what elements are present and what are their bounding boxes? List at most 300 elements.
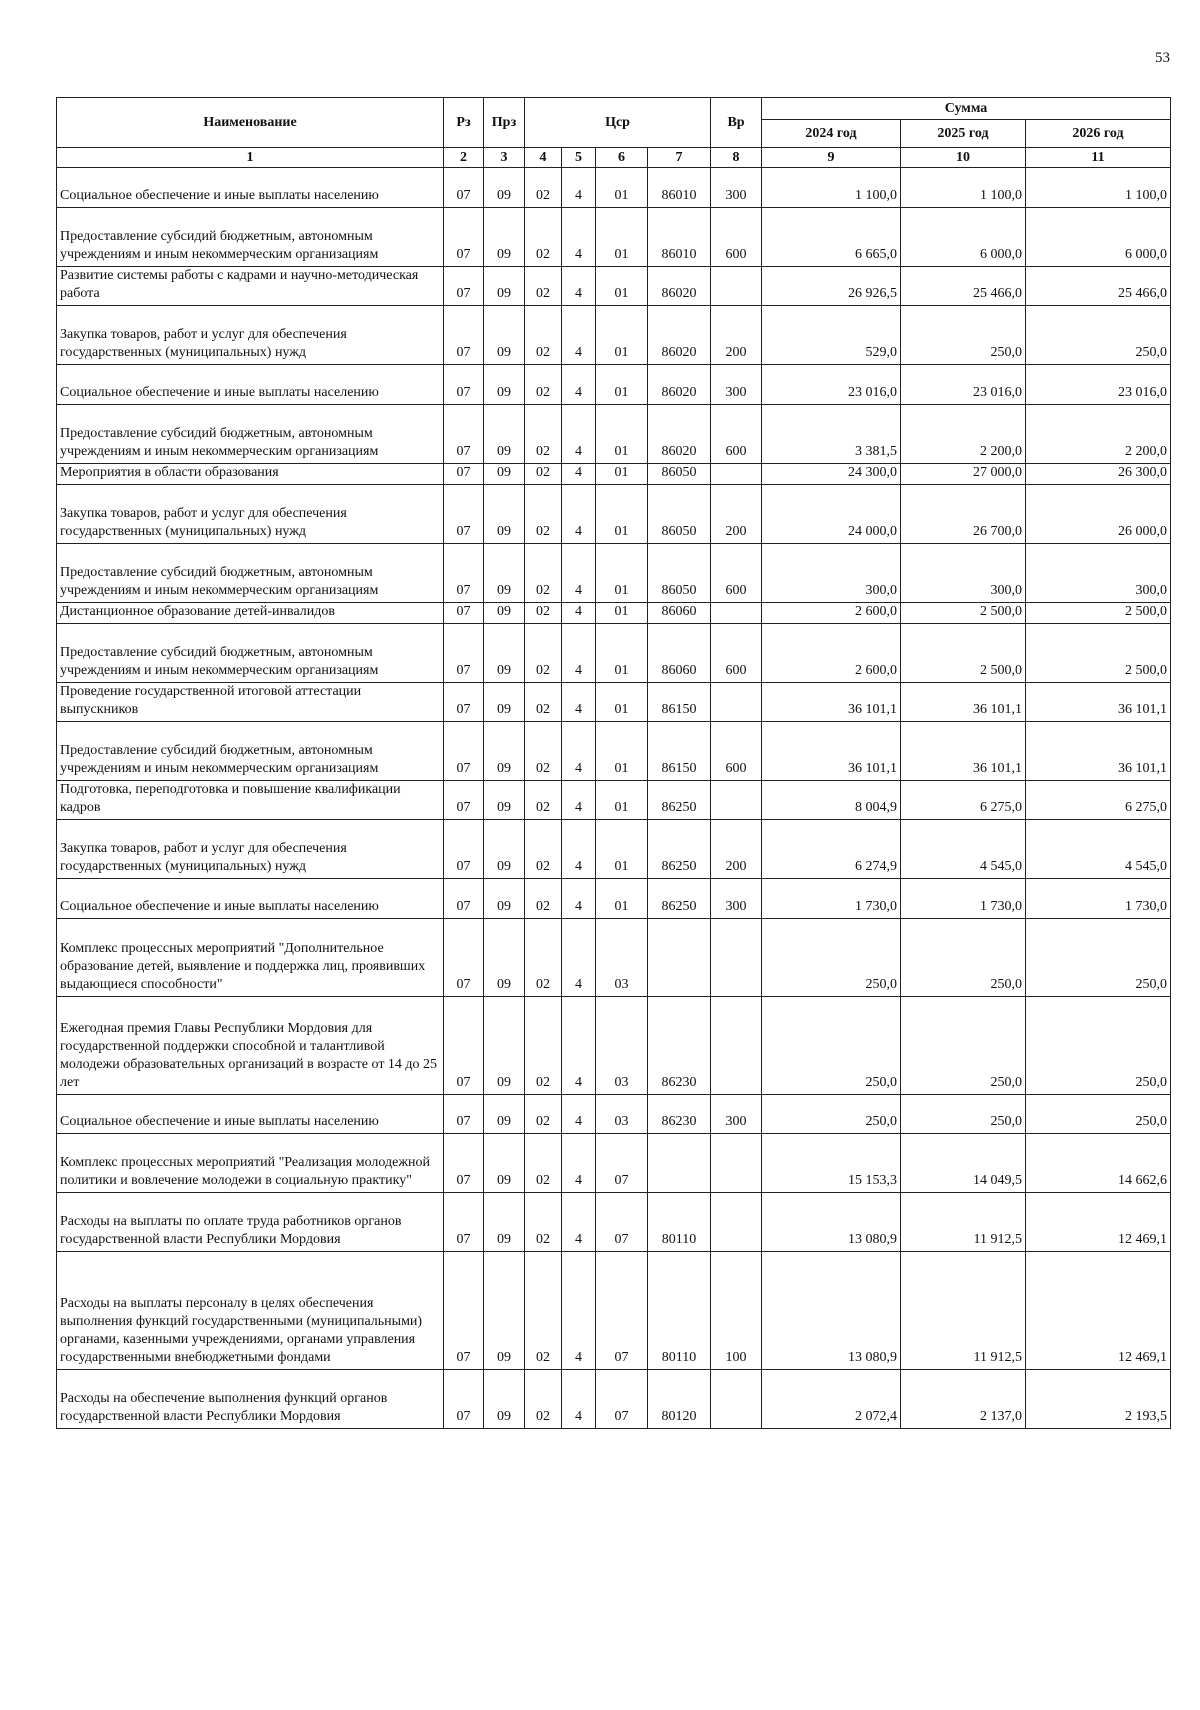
row-sum-2025: 27 000,0 — [901, 464, 1026, 485]
row-csr-3: 01 — [596, 879, 648, 919]
row-rz: 07 — [444, 879, 484, 919]
row-csr-3: 07 — [596, 1252, 648, 1370]
table-row — [57, 1134, 1171, 1193]
row-vr — [711, 1370, 762, 1429]
table-header — [57, 98, 1171, 168]
row-sum-2025: 1 730,0 — [901, 879, 1026, 919]
row-rz: 07 — [444, 1134, 484, 1193]
row-vr: 300 — [711, 365, 762, 405]
row-csr-1: 02 — [525, 624, 562, 683]
row-sum-2024: 8 004,9 — [762, 781, 901, 820]
row-sum-2024: 6 665,0 — [762, 208, 901, 267]
row-sum-2026: 1 100,0 — [1026, 168, 1171, 208]
row-rz: 07 — [444, 168, 484, 208]
row-sum-2026: 12 469,1 — [1026, 1193, 1171, 1252]
table-row — [57, 1095, 1171, 1134]
row-sum-2024: 1 730,0 — [762, 879, 901, 919]
table-row — [57, 879, 1171, 919]
row-vr — [711, 781, 762, 820]
row-prz: 09 — [484, 1095, 525, 1134]
row-csr-1: 02 — [525, 879, 562, 919]
row-sum-2026: 6 275,0 — [1026, 781, 1171, 820]
row-csr-1: 02 — [525, 208, 562, 267]
row-name: Расходы на обеспечение выполнения функций органов государственной власти Республики Мордовия — [57, 1370, 444, 1429]
row-prz: 09 — [484, 168, 525, 208]
row-prz: 09 — [484, 365, 525, 405]
row-prz: 09 — [484, 1370, 525, 1429]
row-rz: 07 — [444, 1370, 484, 1429]
row-csr-3: 03 — [596, 919, 648, 997]
row-csr-2: 4 — [562, 168, 596, 208]
table-row — [57, 306, 1171, 365]
row-sum-2024: 250,0 — [762, 919, 901, 997]
row-csr-4: 86060 — [648, 624, 711, 683]
row-name: Предоставление субсидий бюджетным, автономным учреждениям и иным некоммерческим организациям — [57, 208, 444, 267]
row-rz: 07 — [444, 485, 484, 544]
row-vr: 600 — [711, 624, 762, 683]
row-csr-2: 4 — [562, 306, 596, 365]
header-year-2025: 2025 год — [901, 120, 1026, 148]
row-name: Мероприятия в области образования — [57, 464, 444, 485]
row-sum-2025: 36 101,1 — [901, 683, 1026, 722]
row-sum-2025: 250,0 — [901, 997, 1026, 1095]
row-csr-4: 80110 — [648, 1193, 711, 1252]
row-vr: 300 — [711, 879, 762, 919]
row-sum-2024: 13 080,9 — [762, 1193, 901, 1252]
row-csr-3: 01 — [596, 485, 648, 544]
row-sum-2024: 36 101,1 — [762, 722, 901, 781]
row-name: Предоставление субсидий бюджетным, автономным учреждениям и иным некоммерческим организациям — [57, 722, 444, 781]
row-vr — [711, 683, 762, 722]
row-csr-1: 02 — [525, 306, 562, 365]
row-sum-2024: 300,0 — [762, 544, 901, 603]
header-year-2026: 2026 год — [1026, 120, 1171, 148]
row-csr-4: 86050 — [648, 464, 711, 485]
row-csr-2: 4 — [562, 919, 596, 997]
row-prz: 09 — [484, 820, 525, 879]
row-rz: 07 — [444, 722, 484, 781]
table-row — [57, 1370, 1171, 1429]
row-sum-2024: 3 381,5 — [762, 405, 901, 464]
row-csr-2: 4 — [562, 781, 596, 820]
row-name: Закупка товаров, работ и услуг для обеспечения государственных (муниципальных) нужд — [57, 306, 444, 365]
row-csr-1: 02 — [525, 1252, 562, 1370]
row-sum-2026: 1 730,0 — [1026, 879, 1171, 919]
header-rz: Рз — [444, 98, 484, 148]
row-sum-2025: 6 275,0 — [901, 781, 1026, 820]
row-sum-2024: 26 926,5 — [762, 267, 901, 306]
row-csr-4: 80110 — [648, 1252, 711, 1370]
row-sum-2026: 2 200,0 — [1026, 405, 1171, 464]
row-name: Ежегодная премия Главы Республики Мордовия для государственной поддержки способной и талантливой молодежи образовательных организаций в возрасте от 14 до 25 лет — [57, 997, 444, 1095]
col-number: 11 — [1026, 148, 1171, 168]
table-row — [57, 997, 1171, 1095]
row-rz: 07 — [444, 267, 484, 306]
row-sum-2026: 12 469,1 — [1026, 1252, 1171, 1370]
table-row — [57, 208, 1171, 267]
table-row — [57, 624, 1171, 683]
row-prz: 09 — [484, 997, 525, 1095]
row-rz: 07 — [444, 1095, 484, 1134]
row-csr-2: 4 — [562, 1134, 596, 1193]
table-row — [57, 683, 1171, 722]
row-vr: 200 — [711, 306, 762, 365]
row-csr-1: 02 — [525, 464, 562, 485]
row-prz: 09 — [484, 603, 525, 624]
row-prz: 09 — [484, 208, 525, 267]
row-csr-1: 02 — [525, 997, 562, 1095]
table-row — [57, 365, 1171, 405]
table-row — [57, 464, 1171, 485]
row-csr-1: 02 — [525, 1193, 562, 1252]
col-number: 8 — [711, 148, 762, 168]
table-row — [57, 820, 1171, 879]
row-sum-2025: 6 000,0 — [901, 208, 1026, 267]
row-csr-2: 4 — [562, 879, 596, 919]
row-csr-2: 4 — [562, 820, 596, 879]
row-csr-1: 02 — [525, 722, 562, 781]
row-csr-3: 01 — [596, 683, 648, 722]
budget-table — [56, 97, 1171, 1429]
row-sum-2025: 250,0 — [901, 1095, 1026, 1134]
row-csr-4: 86150 — [648, 683, 711, 722]
row-rz: 07 — [444, 544, 484, 603]
row-prz: 09 — [484, 485, 525, 544]
row-csr-3: 01 — [596, 722, 648, 781]
header-vr: Вр — [711, 98, 762, 148]
row-vr: 600 — [711, 208, 762, 267]
row-csr-2: 4 — [562, 365, 596, 405]
row-prz: 09 — [484, 879, 525, 919]
row-rz: 07 — [444, 208, 484, 267]
row-sum-2024: 13 080,9 — [762, 1252, 901, 1370]
row-name: Развитие системы работы с кадрами и научно-методическая работа — [57, 267, 444, 306]
row-rz: 07 — [444, 365, 484, 405]
row-prz: 09 — [484, 544, 525, 603]
col-number: 1 — [57, 148, 444, 168]
row-vr — [711, 603, 762, 624]
row-sum-2024: 23 016,0 — [762, 365, 901, 405]
row-sum-2025: 11 912,5 — [901, 1193, 1026, 1252]
row-csr-1: 02 — [525, 485, 562, 544]
row-csr-1: 02 — [525, 168, 562, 208]
row-sum-2024: 250,0 — [762, 1095, 901, 1134]
row-prz: 09 — [484, 306, 525, 365]
table-row — [57, 1252, 1171, 1370]
row-sum-2026: 36 101,1 — [1026, 722, 1171, 781]
row-name: Предоставление субсидий бюджетным, автономным учреждениям и иным некоммерческим организациям — [57, 405, 444, 464]
row-sum-2026: 2 500,0 — [1026, 603, 1171, 624]
row-vr: 600 — [711, 405, 762, 464]
row-name: Комплекс процессных мероприятий "Реализация молодежной политики и вовлечение молодежи в социальную практику" — [57, 1134, 444, 1193]
row-csr-4 — [648, 1134, 711, 1193]
table-row — [57, 781, 1171, 820]
row-csr-4 — [648, 919, 711, 997]
row-prz: 09 — [484, 1134, 525, 1193]
row-csr-1: 02 — [525, 1370, 562, 1429]
row-csr-4: 86230 — [648, 997, 711, 1095]
row-name: Предоставление субсидий бюджетным, автономным учреждениям и иным некоммерческим организациям — [57, 624, 444, 683]
col-number: 3 — [484, 148, 525, 168]
row-csr-4: 86230 — [648, 1095, 711, 1134]
row-csr-1: 02 — [525, 820, 562, 879]
row-sum-2024: 6 274,9 — [762, 820, 901, 879]
row-name: Комплекс процессных мероприятий "Дополнительное образование детей, выявление и поддержка лиц, проявивших выдающиеся способности" — [57, 919, 444, 997]
row-csr-1: 02 — [525, 603, 562, 624]
row-csr-3: 01 — [596, 544, 648, 603]
row-csr-2: 4 — [562, 1370, 596, 1429]
row-csr-3: 01 — [596, 464, 648, 485]
row-sum-2025: 250,0 — [901, 919, 1026, 997]
row-csr-4: 86050 — [648, 485, 711, 544]
row-rz: 07 — [444, 306, 484, 365]
row-csr-4: 86060 — [648, 603, 711, 624]
row-name: Социальное обеспечение и иные выплаты населению — [57, 168, 444, 208]
row-csr-2: 4 — [562, 267, 596, 306]
row-rz: 07 — [444, 820, 484, 879]
row-rz: 07 — [444, 781, 484, 820]
row-prz: 09 — [484, 1193, 525, 1252]
row-csr-4: 86250 — [648, 879, 711, 919]
row-sum-2024: 2 600,0 — [762, 624, 901, 683]
row-sum-2026: 6 000,0 — [1026, 208, 1171, 267]
row-rz: 07 — [444, 997, 484, 1095]
row-csr-4: 86250 — [648, 820, 711, 879]
row-rz: 07 — [444, 464, 484, 485]
table-row — [57, 267, 1171, 306]
table-row — [57, 1193, 1171, 1252]
row-csr-3: 01 — [596, 267, 648, 306]
row-csr-3: 07 — [596, 1370, 648, 1429]
row-sum-2026: 300,0 — [1026, 544, 1171, 603]
row-sum-2024: 36 101,1 — [762, 683, 901, 722]
row-sum-2025: 250,0 — [901, 306, 1026, 365]
row-vr — [711, 997, 762, 1095]
row-csr-4: 86150 — [648, 722, 711, 781]
row-csr-3: 07 — [596, 1193, 648, 1252]
row-name: Расходы на выплаты персоналу в целях обеспечения выполнения функций государственными (муниципальными) органами, казенными учреждениями, органами управления государственными внебюджетными фондами — [57, 1252, 444, 1370]
row-vr — [711, 1193, 762, 1252]
row-sum-2026: 36 101,1 — [1026, 683, 1171, 722]
row-sum-2025: 4 545,0 — [901, 820, 1026, 879]
row-csr-2: 4 — [562, 603, 596, 624]
row-csr-1: 02 — [525, 1134, 562, 1193]
row-sum-2025: 2 200,0 — [901, 405, 1026, 464]
row-sum-2024: 2 072,4 — [762, 1370, 901, 1429]
row-csr-4: 86020 — [648, 267, 711, 306]
row-csr-1: 02 — [525, 405, 562, 464]
header-name: Наименование — [57, 98, 444, 148]
row-csr-1: 02 — [525, 1095, 562, 1134]
header-sum: Сумма — [762, 98, 1171, 120]
row-sum-2026: 14 662,6 — [1026, 1134, 1171, 1193]
row-vr — [711, 1134, 762, 1193]
row-prz: 09 — [484, 683, 525, 722]
row-csr-4: 80120 — [648, 1370, 711, 1429]
row-sum-2024: 529,0 — [762, 306, 901, 365]
row-csr-2: 4 — [562, 1252, 596, 1370]
row-sum-2026: 26 300,0 — [1026, 464, 1171, 485]
row-sum-2026: 23 016,0 — [1026, 365, 1171, 405]
row-csr-4: 86020 — [648, 365, 711, 405]
row-name: Закупка товаров, работ и услуг для обеспечения государственных (муниципальных) нужд — [57, 820, 444, 879]
row-sum-2025: 23 016,0 — [901, 365, 1026, 405]
row-csr-2: 4 — [562, 624, 596, 683]
table-body — [57, 168, 1171, 1429]
table-row — [57, 919, 1171, 997]
row-name: Социальное обеспечение и иные выплаты населению — [57, 1095, 444, 1134]
row-vr — [711, 464, 762, 485]
row-prz: 09 — [484, 405, 525, 464]
row-sum-2024: 2 600,0 — [762, 603, 901, 624]
row-csr-1: 02 — [525, 919, 562, 997]
row-vr — [711, 919, 762, 997]
row-prz: 09 — [484, 919, 525, 997]
row-csr-4: 86050 — [648, 544, 711, 603]
row-csr-2: 4 — [562, 722, 596, 781]
row-prz: 09 — [484, 781, 525, 820]
row-name: Закупка товаров, работ и услуг для обеспечения государственных (муниципальных) нужд — [57, 485, 444, 544]
row-name: Предоставление субсидий бюджетным, автономным учреждениям и иным некоммерческим организациям — [57, 544, 444, 603]
row-prz: 09 — [484, 267, 525, 306]
row-name: Подготовка, переподготовка и повышение квалификации кадров — [57, 781, 444, 820]
row-vr: 600 — [711, 544, 762, 603]
row-csr-3: 01 — [596, 781, 648, 820]
row-csr-2: 4 — [562, 1193, 596, 1252]
row-csr-3: 01 — [596, 624, 648, 683]
col-number: 9 — [762, 148, 901, 168]
row-sum-2026: 2 500,0 — [1026, 624, 1171, 683]
table-row — [57, 722, 1171, 781]
row-csr-2: 4 — [562, 683, 596, 722]
row-sum-2025: 11 912,5 — [901, 1252, 1026, 1370]
row-csr-2: 4 — [562, 544, 596, 603]
table-row — [57, 405, 1171, 464]
row-csr-3: 03 — [596, 1095, 648, 1134]
row-csr-1: 02 — [525, 683, 562, 722]
row-name: Дистанционное образование детей-инвалидов — [57, 603, 444, 624]
row-csr-2: 4 — [562, 1095, 596, 1134]
row-prz: 09 — [484, 722, 525, 781]
row-rz: 07 — [444, 624, 484, 683]
row-prz: 09 — [484, 1252, 525, 1370]
row-sum-2025: 1 100,0 — [901, 168, 1026, 208]
row-sum-2025: 36 101,1 — [901, 722, 1026, 781]
row-csr-2: 4 — [562, 405, 596, 464]
header-year-2024: 2024 год — [762, 120, 901, 148]
row-name: Социальное обеспечение и иные выплаты населению — [57, 879, 444, 919]
row-vr — [711, 267, 762, 306]
row-csr-4: 86010 — [648, 208, 711, 267]
header-prz: Прз — [484, 98, 525, 148]
row-sum-2025: 300,0 — [901, 544, 1026, 603]
row-sum-2025: 25 466,0 — [901, 267, 1026, 306]
table-row — [57, 544, 1171, 603]
row-prz: 09 — [484, 624, 525, 683]
row-vr: 300 — [711, 1095, 762, 1134]
table-row — [57, 168, 1171, 208]
row-prz: 09 — [484, 464, 525, 485]
row-name: Расходы на выплаты по оплате труда работников органов государственной власти Республики Мордовия — [57, 1193, 444, 1252]
row-sum-2024: 24 000,0 — [762, 485, 901, 544]
row-vr: 600 — [711, 722, 762, 781]
row-sum-2026: 250,0 — [1026, 1095, 1171, 1134]
row-csr-3: 03 — [596, 997, 648, 1095]
row-vr: 300 — [711, 168, 762, 208]
col-number: 6 — [596, 148, 648, 168]
row-csr-2: 4 — [562, 208, 596, 267]
row-sum-2026: 25 466,0 — [1026, 267, 1171, 306]
row-sum-2026: 250,0 — [1026, 306, 1171, 365]
row-csr-2: 4 — [562, 485, 596, 544]
row-csr-4: 86250 — [648, 781, 711, 820]
row-rz: 07 — [444, 1193, 484, 1252]
row-sum-2024: 24 300,0 — [762, 464, 901, 485]
page-number: 53 — [1155, 50, 1170, 66]
row-csr-3: 01 — [596, 820, 648, 879]
row-sum-2025: 2 500,0 — [901, 624, 1026, 683]
row-sum-2024: 250,0 — [762, 997, 901, 1095]
col-number: 10 — [901, 148, 1026, 168]
row-csr-4: 86020 — [648, 306, 711, 365]
row-csr-4: 86010 — [648, 168, 711, 208]
row-csr-3: 01 — [596, 208, 648, 267]
row-vr: 200 — [711, 820, 762, 879]
row-csr-4: 86020 — [648, 405, 711, 464]
row-rz: 07 — [444, 405, 484, 464]
row-csr-3: 01 — [596, 365, 648, 405]
col-number: 2 — [444, 148, 484, 168]
row-csr-3: 01 — [596, 405, 648, 464]
row-csr-2: 4 — [562, 464, 596, 485]
row-csr-3: 07 — [596, 1134, 648, 1193]
row-rz: 07 — [444, 683, 484, 722]
row-sum-2024: 1 100,0 — [762, 168, 901, 208]
row-sum-2025: 2 137,0 — [901, 1370, 1026, 1429]
row-sum-2026: 2 193,5 — [1026, 1370, 1171, 1429]
row-name: Социальное обеспечение и иные выплаты населению — [57, 365, 444, 405]
row-sum-2025: 2 500,0 — [901, 603, 1026, 624]
row-sum-2026: 250,0 — [1026, 997, 1171, 1095]
row-sum-2025: 14 049,5 — [901, 1134, 1026, 1193]
row-rz: 07 — [444, 919, 484, 997]
row-csr-1: 02 — [525, 781, 562, 820]
col-number: 7 — [648, 148, 711, 168]
row-sum-2024: 15 153,3 — [762, 1134, 901, 1193]
row-vr: 100 — [711, 1252, 762, 1370]
row-sum-2026: 26 000,0 — [1026, 485, 1171, 544]
row-sum-2026: 4 545,0 — [1026, 820, 1171, 879]
col-number: 4 — [525, 148, 562, 168]
row-rz: 07 — [444, 1252, 484, 1370]
table-row — [57, 603, 1171, 624]
col-number: 5 — [562, 148, 596, 168]
row-sum-2026: 250,0 — [1026, 919, 1171, 997]
row-rz: 07 — [444, 603, 484, 624]
row-csr-3: 01 — [596, 603, 648, 624]
row-csr-1: 02 — [525, 267, 562, 306]
row-csr-1: 02 — [525, 544, 562, 603]
row-sum-2025: 26 700,0 — [901, 485, 1026, 544]
row-vr: 200 — [711, 485, 762, 544]
row-csr-1: 02 — [525, 365, 562, 405]
row-name: Проведение государственной итоговой аттестации выпускников — [57, 683, 444, 722]
header-csr: Цср — [525, 98, 711, 148]
row-csr-3: 01 — [596, 168, 648, 208]
row-csr-2: 4 — [562, 997, 596, 1095]
row-csr-3: 01 — [596, 306, 648, 365]
table-row — [57, 485, 1171, 544]
